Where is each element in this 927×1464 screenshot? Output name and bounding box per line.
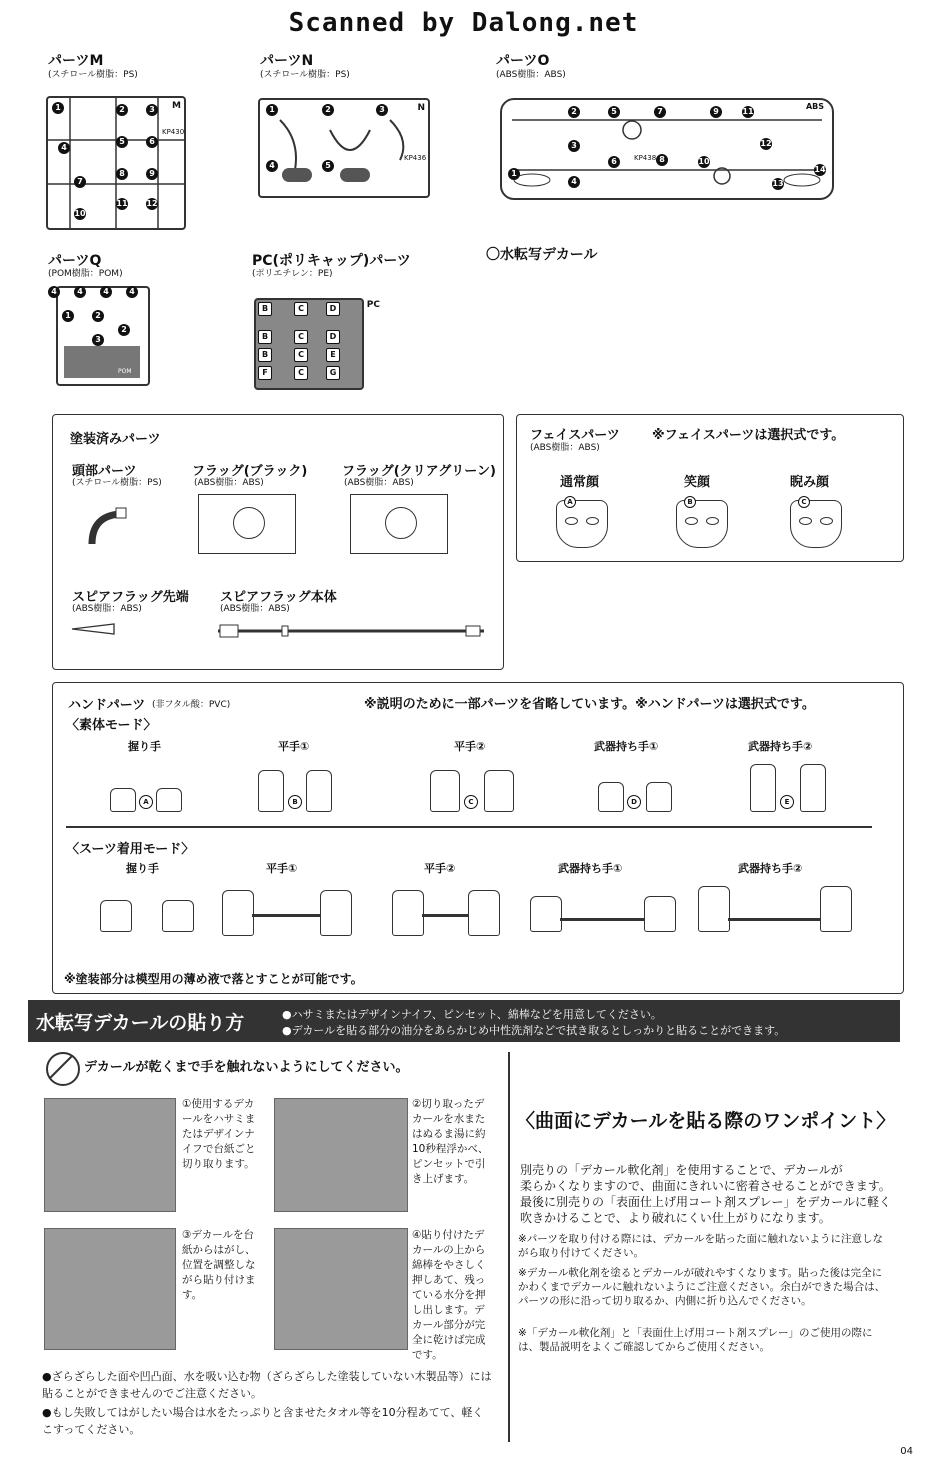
part-number: 3 xyxy=(568,140,580,152)
flag-emblem-icon xyxy=(385,507,417,539)
painted-item-material: (ABS樹脂：ABS) xyxy=(220,604,290,614)
parts-n-material: (スチロール樹脂：PS) xyxy=(260,70,350,80)
parts-pc-material: (ポリエチレン：PE) xyxy=(252,269,333,279)
painted-item-name: スピアフラッグ先端 xyxy=(72,590,189,605)
suit-hand-right-grip xyxy=(644,896,676,932)
hands-divider xyxy=(66,826,872,828)
runner-o xyxy=(500,98,834,200)
face-smile-illustration xyxy=(676,500,728,548)
part-number: 1 xyxy=(266,104,278,116)
parts-q-title: パーツQ xyxy=(48,253,102,269)
runner-pc xyxy=(254,298,380,390)
hands-footnote: ※塗装部分は模型用の薄め液で落とすことが可能です。 xyxy=(64,972,363,986)
painted-item-name: フラッグ(ブラック) xyxy=(192,464,308,479)
runner-o-corner: ABS xyxy=(805,102,824,111)
runner-pc-corner: PC xyxy=(366,300,380,310)
decal-title: 〇水転写デカール xyxy=(486,247,598,263)
hands-mode1: 〈素体モード〉 xyxy=(66,718,157,733)
hand-left-open xyxy=(258,770,284,812)
suit-hand-name: 平手① xyxy=(266,862,298,875)
hand-right-fist xyxy=(156,788,182,812)
suit-hand-connector xyxy=(560,918,644,921)
tip-note: ※パーツを取り付ける際には、デカールを貼った面に触れないように注意しながら取り付けてください。 xyxy=(518,1233,883,1259)
part-letter: D xyxy=(326,302,340,316)
part-number: 1 xyxy=(52,102,64,114)
hand-left-open-2 xyxy=(430,770,460,812)
part-number: 4 xyxy=(126,286,138,298)
part-number: 8 xyxy=(656,154,668,166)
suit-hand-name: 平手② xyxy=(424,862,456,875)
hand-right-open xyxy=(306,770,332,812)
decal-section-title: 水転写デカールの貼り方 xyxy=(36,1012,245,1034)
part-number: 5 xyxy=(322,160,334,172)
face-normal-illustration xyxy=(556,500,608,548)
face-name: 笑顔 xyxy=(684,475,711,490)
part-number: 13 xyxy=(772,179,784,188)
runner-o-code: KP438 xyxy=(634,154,657,162)
part-number: 6 xyxy=(146,136,158,148)
suit-hand-name: 握り手 xyxy=(126,862,159,875)
step2-photo xyxy=(274,1098,408,1212)
runner-q xyxy=(51,286,150,386)
part-letter: B xyxy=(258,302,272,316)
part-number: 2 xyxy=(568,106,580,118)
part-number: 3 xyxy=(376,104,388,116)
suit-hand-right-open xyxy=(320,890,352,936)
step3-photo xyxy=(44,1228,176,1350)
tip-note: ※「デカール軟化剤」と「表面仕上げ用コート剤スプレー」のご使用の際には、製品説明をよくご確認してからご使用ください。 xyxy=(518,1327,873,1353)
part-number: 2 xyxy=(116,104,128,116)
hand-name: 平手② xyxy=(454,740,486,753)
part-number: 5 xyxy=(608,106,620,118)
hands-mode2: 〈スーツ着用モード〉 xyxy=(66,842,195,857)
runner-m-frame xyxy=(48,98,184,228)
tip-line: 柔らかくなりますので、曲面にきれいに密着させることができます。 xyxy=(520,1179,891,1193)
suit-hand-right-open-2 xyxy=(468,890,500,936)
painted-title: 塗装済みパーツ xyxy=(70,432,161,447)
part-number: 4 xyxy=(100,286,112,298)
face-tag: B xyxy=(684,496,696,508)
hands-material: (非フタル酸：PVC) xyxy=(152,700,231,710)
face-tag: A xyxy=(564,496,576,508)
runner-n-corner: N xyxy=(417,103,425,113)
part-number: 1 xyxy=(508,168,520,180)
runner-m-corner: M xyxy=(172,101,181,111)
decal-warning: デカールが乾くまで手を触れないようにしてください。 xyxy=(84,1060,409,1075)
part-number: 1 xyxy=(62,310,74,322)
step1-photo xyxy=(44,1098,176,1212)
step1-text: ①使用するデカールをハサミまたはデザインナイフで台紙ごと切り取ります。 xyxy=(182,1098,256,1170)
part-number: 4 xyxy=(266,160,278,172)
runner-n-code: KP436 xyxy=(404,154,427,162)
decal-note: ●ざらざらした面や凹凸面、水を吸い込む物（ざらざらした塗装していない木製品等）には貼ることができませんのでご注意ください。 xyxy=(42,1370,492,1400)
part-number: 9 xyxy=(710,106,722,118)
part-letter: C xyxy=(294,366,308,380)
flag-black-illustration xyxy=(198,494,296,554)
face-title: フェイスパーツ xyxy=(530,428,620,443)
step3-text: ③デカールを台紙からはがし、位置を調整しながら貼り付けます。 xyxy=(182,1229,256,1301)
part-letter: G xyxy=(326,366,340,380)
part-number: 12 xyxy=(146,199,158,208)
part-number: 4 xyxy=(74,286,86,298)
parts-o-title: パーツO xyxy=(496,53,550,69)
tip-line: 最後に別売りの「表面仕上げ用コート剤スプレー」をデカールに軽く xyxy=(520,1195,892,1209)
hand-name: 握り手 xyxy=(128,740,161,753)
part-number: 6 xyxy=(608,156,620,168)
parts-pc-title: PC(ポリキャップ)パーツ xyxy=(252,253,411,269)
decal-bullet: ●デカールを貼る部分の油分をあらかじめ中性洗剤などで拭き取るとしっかりと貼ることができます。 xyxy=(282,1024,786,1037)
hand-left-grip xyxy=(598,782,624,812)
part-number: 2 xyxy=(322,104,334,116)
hand-tag: C xyxy=(464,795,478,809)
tip-note: ※デカール軟化剤を塗るとデカールが破れやすくなります。貼った後は完全にかわくまでデカールに触れないようにご注意ください。余白ができた場合は、パーツの形に沿って切り取るか、内側に折り込んでください。 xyxy=(518,1267,886,1307)
part-number: 10 xyxy=(74,209,86,218)
page-number: 04 xyxy=(900,1446,913,1457)
part-letter: F xyxy=(258,366,272,380)
parts-n-title: パーツN xyxy=(260,53,314,69)
hand-name: 武器持ち手① xyxy=(594,740,659,753)
hand-tag: A xyxy=(139,795,153,809)
parts-m-material: (スチロール樹脂：PS) xyxy=(48,70,138,80)
suit-hand-left-open-2 xyxy=(392,890,424,936)
hands-note: ※説明のために一部パーツを省略しています。※ハンドパーツは選択式です。 xyxy=(364,697,815,712)
painted-item-name: フラッグ(クリアグリーン) xyxy=(342,464,496,479)
part-number: 2 xyxy=(92,310,104,322)
part-number: 11 xyxy=(742,107,754,116)
suit-hand-right-grip-2 xyxy=(820,886,852,932)
decal-note: ●もし失敗してはがしたい場合は水をたっぷりと含ませたタオル等を10分程あてて、軽くこすってください。 xyxy=(42,1406,484,1436)
hand-right-open-2 xyxy=(484,770,514,812)
part-number: 7 xyxy=(74,176,86,188)
part-number: 4 xyxy=(48,286,60,298)
part-number: 7 xyxy=(654,106,666,118)
part-number: 9 xyxy=(146,168,158,180)
suit-hand-name: 武器持ち手① xyxy=(558,862,623,875)
part-letter: B xyxy=(258,330,272,344)
face-tag: C xyxy=(798,496,810,508)
painted-item-material: (ABS樹脂：ABS) xyxy=(344,478,414,488)
hand-left-grip-2 xyxy=(750,764,776,812)
painted-item-material: (スチロール樹脂：PS) xyxy=(72,478,162,488)
section-divider xyxy=(508,1052,510,1442)
scan-credit: Scanned by Dalong.net xyxy=(288,8,639,38)
part-number: 3 xyxy=(92,334,104,346)
suit-hand-connector xyxy=(422,914,468,917)
spear-tip-illustration xyxy=(70,622,116,636)
part-letter: C xyxy=(294,348,308,362)
part-letter: E xyxy=(326,348,340,362)
tip-line: 別売りの「デカール軟化剤」を使用することで、デカールが xyxy=(520,1163,843,1177)
flag-clear-green-illustration xyxy=(350,494,448,554)
head-part-illustration xyxy=(82,506,130,546)
step2-text: ②切り取ったデカールを水またはぬるま湯に約10秒程浮かべ、ピンセットで引き上げます。 xyxy=(412,1098,489,1185)
face-glare-illustration xyxy=(790,500,842,548)
part-number: 5 xyxy=(116,136,128,148)
hand-left-fist xyxy=(110,788,136,812)
hand-tag: E xyxy=(780,795,794,809)
part-letter: C xyxy=(294,302,308,316)
hand-right-grip-2 xyxy=(800,764,826,812)
hands-title: ハンドパーツ xyxy=(68,698,146,713)
hand-tag: D xyxy=(627,795,641,809)
face-name: 通常顔 xyxy=(560,475,600,490)
face-name: 睨み顔 xyxy=(790,475,830,490)
runner-m-code: KP430 xyxy=(162,128,185,136)
suit-hand-left-grip xyxy=(530,896,562,932)
tip-title: 〈曲面にデカールを貼る際のワンポイント〉 xyxy=(516,1110,896,1132)
suit-hand-left-grip-2 xyxy=(698,886,730,932)
suit-hand-left-fist xyxy=(100,900,132,932)
hand-name: 平手① xyxy=(278,740,310,753)
part-letter: B xyxy=(258,348,272,362)
step4-text: ④貼り付けたデカールの上から綿棒をやさしく押しあて、残っている水分を押し出します。デカール部分が完全に乾けば完成です。 xyxy=(412,1229,486,1361)
hand-name: 武器持ち手② xyxy=(748,740,813,753)
part-letter: D xyxy=(326,330,340,344)
decal-bullet: ●ハサミまたはデザインナイフ、ピンセット、綿棒などを用意してください。 xyxy=(282,1008,662,1021)
suit-hand-connector xyxy=(252,914,320,917)
part-number: 12 xyxy=(760,139,772,148)
parts-o-material: (ABS樹脂：ABS) xyxy=(496,70,566,80)
hand-right-grip xyxy=(646,782,672,812)
part-number: 14 xyxy=(814,165,826,174)
runner-m xyxy=(46,96,186,230)
no-touch-icon xyxy=(46,1052,80,1086)
painted-item-name: スピアフラッグ本体 xyxy=(220,590,337,605)
part-number: 4 xyxy=(568,176,580,188)
painted-item-material: (ABS樹脂：ABS) xyxy=(72,604,142,614)
suit-hand-left-open xyxy=(222,890,254,936)
part-number: 10 xyxy=(698,157,710,166)
face-material: (ABS樹脂：ABS) xyxy=(530,443,600,453)
part-number: 3 xyxy=(146,104,158,116)
spear-body-illustration xyxy=(214,622,490,640)
suit-hand-right-fist xyxy=(162,900,194,932)
part-number: 11 xyxy=(116,199,128,208)
runner-n xyxy=(258,98,430,198)
part-number: 2 xyxy=(118,324,130,336)
part-letter: C xyxy=(294,330,308,344)
part-number: 8 xyxy=(116,168,128,180)
step4-photo xyxy=(274,1228,408,1350)
runner-q-corner: POM xyxy=(118,368,132,375)
runner-n-frame xyxy=(260,100,428,196)
painted-item-material: (ABS樹脂：ABS) xyxy=(194,478,264,488)
part-number: 4 xyxy=(58,142,70,154)
suit-hand-connector xyxy=(728,918,820,921)
hand-tag: B xyxy=(288,795,302,809)
flag-emblem-icon xyxy=(233,507,265,539)
parts-m-title: パーツM xyxy=(48,53,104,69)
tip-line: 吹きかけることで、より破れにくい仕上がりになります。 xyxy=(520,1211,831,1225)
parts-q-material: (POM樹脂：POM) xyxy=(48,269,123,279)
suit-hand-name: 武器持ち手② xyxy=(738,862,803,875)
face-note: ※フェイスパーツは選択式です。 xyxy=(652,428,845,443)
painted-item-name: 頭部パーツ xyxy=(72,464,137,479)
